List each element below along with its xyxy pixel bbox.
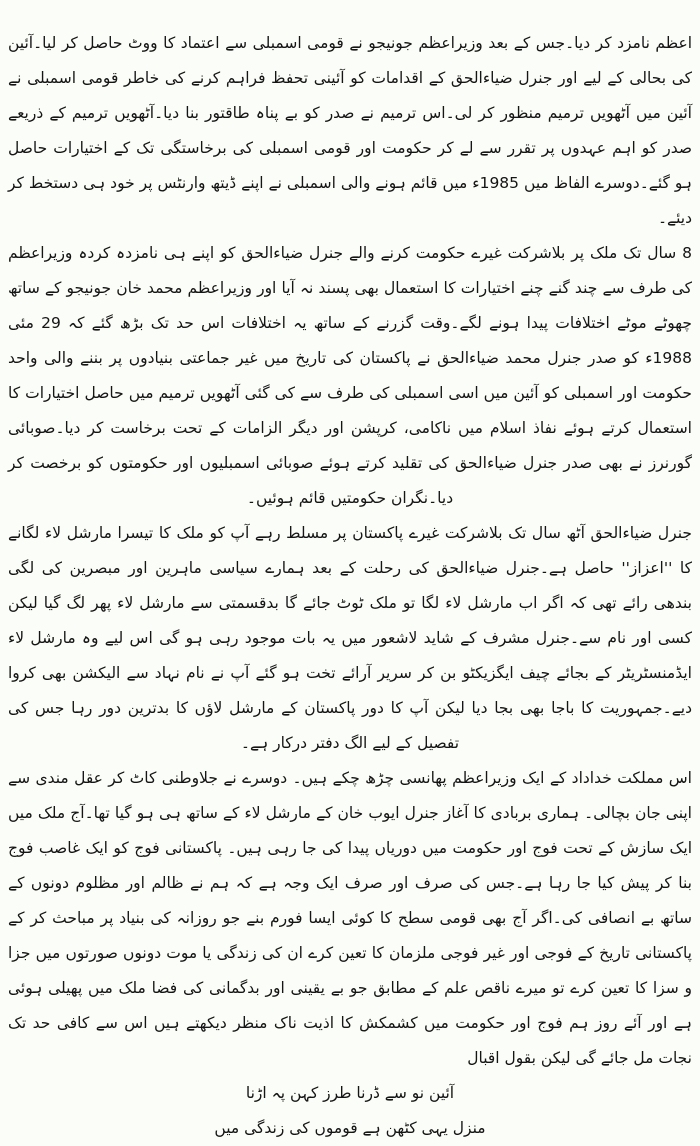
verse-line-2: منزل یہی کٹھن ہے قوموں کی زندگی میں xyxy=(214,1119,486,1137)
paragraph-2: 8 سال تک ملک پر بلاشرکت غیرے حکومت کرنے والے جنرل ضیاءالحق کو اپنے ہی نامزدہ کردہ وزیراعظم کی طرف سے چند گنے چنے اختیارات کا استعمال بھی پسند نہ آیا اور وزیراعظم محمد خان جونیجو کے ساتھ چھوٹے موٹے اختلافات پیدا ہونے لگے۔وقت گزرنے کے ساتھ یہ اختلافات اس حد تک بڑھ گئے کہ 29 مئی 1988ء کو صدر جنرل محمد ضیاءالحق نے پاکستان کی تاریخ میں غیر جماعتی بنیادوں پر بننے والی واحد حکومت اور اسمبلی کو آئین میں اسی اسمبلی کی طرف سے کی گئی آٹھویں ترمیم میں حاصل اختیارات کا استعمال کرتے ہوئے نفاذ اسلام میں ناکامی، کرپشن اور دیگر الزامات کے تحت برخاست کر دیا۔صوبائی گورنرز نے بھی صدر جنرل ضیاءالحق کی تقلید کرتے ہوئے صوبائی اسمبلیوں اور حکومتوں کو برخصت کر دیا۔نگران حکومتیں قائم ہوئیں۔ xyxy=(8,244,693,507)
paragraph-4: اس مملکت خداداد کے ایک وزیراعظم پھانسی چڑھ چکے ہیں۔ دوسرے نے جلاوطنی کاٹ کر عقل مندی سے اپنی جان بچالی۔ ہماری بربادی کا آغاز جنرل ایوب خان کے مارشل لاء کے ساتھ ہی ہو گیا تھا۔آج ملک میں ایک سازش کے تحت فوج اور حکومت میں دوریاں پیدا کی جا رہی ہیں۔ پاکستانی فوج کو ایک غاصب فوج بنا کر پیش کیا جا رہا ہے۔جس کی صرف اور صرف ایک وجہ ہے کہ ہم نے ظالم اور مظلوم دونوں کے ساتھ بے انصافی کی۔اگر آج بھی قومی سطح کا کوئی ایسا فورم بنے جو روزانہ کی بنیاد پر مباحث کر کے پاکستانی تاریخ کے فوجی اور غیر فوجی ملزمان کا تعین کرے ان کی زندگی یا موت دونوں صورتوں میں جزا و سزا کا تعین کرے تو میرے ناقص علم کے مطابق جو بے یقینی اور بدگمانی کی فضا ملک میں پھیلی ہوئی ہے اور آئے روز ہم فوج اور حکومت میں کشمکش کا اذیت ناک منظر دیکھتے ہیں اس سے کافی حد تک نجات مل جائے گی لیکن بقول اقبال xyxy=(8,769,692,1067)
paragraph-1: اعظم نامزد کر دیا۔جس کے بعد وزیراعظم جونیجو نے قومی اسمبلی سے اعتماد کا ووٹ حاصل کر لیا۔آئین کی بحالی کے لیے اور جنرل ضیاءالحق کے اقدامات کو آئینی تحفظ فراہم کرنے کی خاطر قومی اسمبلی نے آئین میں آٹھویں ترمیم منظور کر لی۔اس ترمیم نے صدر کو بے پناہ طاقتور بنا دیا۔آٹھویں ترمیم کے ذریعے صدر کو اہم عہدوں پر تقرر سے لے کر حکومت اور قومی اسمبلی کی برخاستگی تک کے اختیارات حاصل ہو گئے۔دوسرے الفاظ میں 1985ء میں قائم ہونے والی اسمبلی نے اپنے ڈیتھ وارنٹس پر خود ہی دستخط کر دیئے۔ xyxy=(8,34,692,227)
verse-line-1: آئین نو سے ڈرنا طرز کہن پہ اڑنا xyxy=(245,1084,455,1102)
iqbal-verse xyxy=(8,1076,692,1146)
paragraph-3: جنرل ضیاءالحق آٹھ سال تک بلاشرکت غیرے پاکستان پر مسلط رہے آپ کو ملک کا تیسرا مارشل لاء لگانے کا ''اعزاز'' حاصل ہے۔جنرل ضیاءالحق کی رحلت کے بعد ہمارے سیاسی ماہرین اور مبصرین کی لگی بندھی رائے تھی کہ اگر اب مارشل لاء لگا تو ملک ٹوٹ جائے گا بدقسمتی سے مارشل لاء پھر لگ گیا لیکن کسی اور نام سے۔جنرل مشرف کے شاید لاشعور میں یہ بات موجود رہی ہو گی اس لیے وہ مارشل لاء ایڈمنسٹریٹر کے بجائے چیف ایگزیکٹو بن کر سریر آرائے تخت ہو گئے آپ نے نام نہاد سے الیکشن بھی کروا دیے۔جمہوریت کا باجا بھی بجا دیا لیکن آپ کا دور پاکستان کے مارشل لاؤں کا بدترین دور رہا جس کی تفصیل کے لیے الگ دفتر درکار ہے۔ xyxy=(8,524,692,752)
